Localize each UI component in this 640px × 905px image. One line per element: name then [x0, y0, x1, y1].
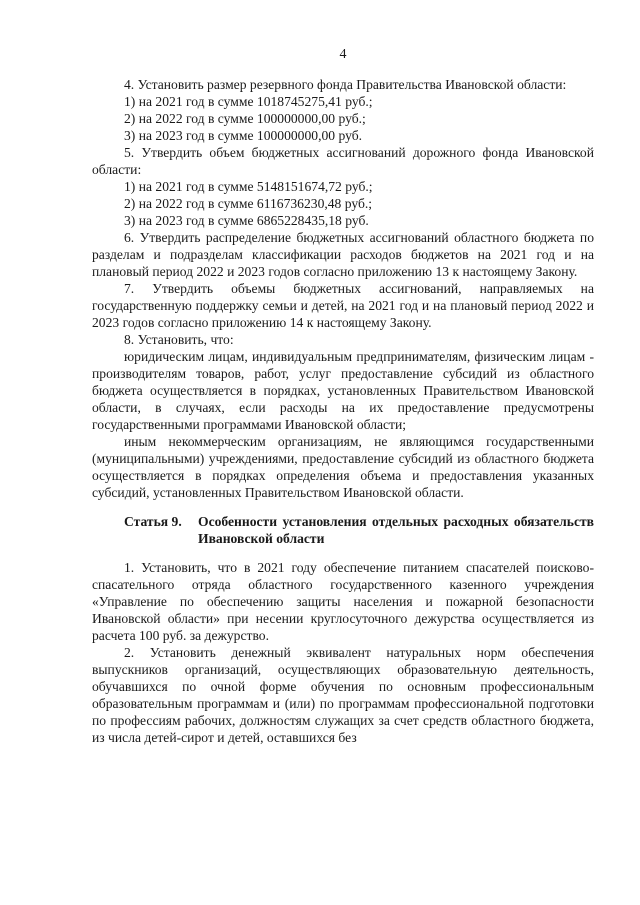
paragraph-5-item-2: 2) на 2022 год в сумме 6116736230,48 руб.;	[124, 196, 373, 211]
article-paragraph-2: 2. Установить денежный эквивалент натуральных норм обеспечения выпускников организаций, осуществляющих образовательную деятельность, обучавшихся по очной форме обучения по основным профессиональным образовательным программам и (или) по программам профессиональной подготовки по профессиям рабочих, должностям служащих за счет средств областного бюджета, из числа детей-сирот и детей, оставшихся без	[92, 645, 594, 745]
paragraph-4-item-2: 2) на 2022 год в сумме 100000000,00 руб.;	[124, 111, 366, 126]
paragraph-4-item-3: 3) на 2023 год в сумме 100000000,00 руб.	[124, 128, 363, 143]
paragraph-5-item-1: 1) на 2021 год в сумме 5148151674,72 руб.;	[124, 179, 373, 194]
page-number: 4	[339, 47, 347, 62]
paragraph-4-item-1: 1) на 2021 год в сумме 1018745275,41 руб.;	[124, 94, 373, 109]
paragraph-5-item-3: 3) на 2023 год в сумме 6865228435,18 руб.	[124, 213, 369, 228]
paragraph-8: 8. Установить, что:	[124, 332, 234, 347]
article-title: Особенности установления отдельных расходных обязательств Ивановской области	[198, 514, 594, 546]
article-number: Статья 9.	[124, 514, 182, 529]
paragraph-8-clause-a: юридическим лицам, индивидуальным предпринимателям, физическим лицам - производителям товаров, работ, услуг предоставление субсидий из областного бюджета осуществляется в порядках, установленных Правительством Ивановской области, в случаях, если расходы на их предоставление предусмотрены государственными программами Ивановской области;	[92, 349, 594, 432]
paragraph-7: 7. Утвердить объемы бюджетных ассигнований, направляемых на государственную поддержку семьи и детей, на 2021 год и на плановый период 2022 и 2023 годов согласно приложению 14 к настоящему Закону.	[92, 281, 594, 330]
article-heading	[92, 513, 594, 547]
paragraph-5: 5. Утвердить объем бюджетных ассигнований дорожного фонда Ивановской области:	[92, 145, 594, 177]
paragraph-6: 6. Утвердить распределение бюджетных ассигнований областного бюджета по разделам и подразделам классификации расходов бюджетов на 2021 год и на плановый период 2022 и 2023 годов согласно приложению 13 к настоящему Закону.	[92, 230, 594, 279]
article-paragraph-1: 1. Установить, что в 2021 году обеспечение питанием спасателей поисково-спасательного отряда областного государственного казенного учреждения «Управление по обеспечению защиты населения и пожарной безопасности Ивановской области» при несении круглосуточного дежурства осуществляется из расчета 100 руб. за дежурство.	[92, 560, 594, 643]
paragraph-4: 4. Установить размер резервного фонда Правительства Ивановской области:	[124, 77, 567, 92]
paragraph-8-clause-b: иным некоммерческим организациям, не являющимся государственными (муниципальными) учреждениями, предоставление субсидий из областного бюджета осуществляется в порядках определения объема и предоставления указанных субсидий, установленных Правительством Ивановской области.	[92, 434, 594, 500]
document-body	[92, 76, 594, 746]
